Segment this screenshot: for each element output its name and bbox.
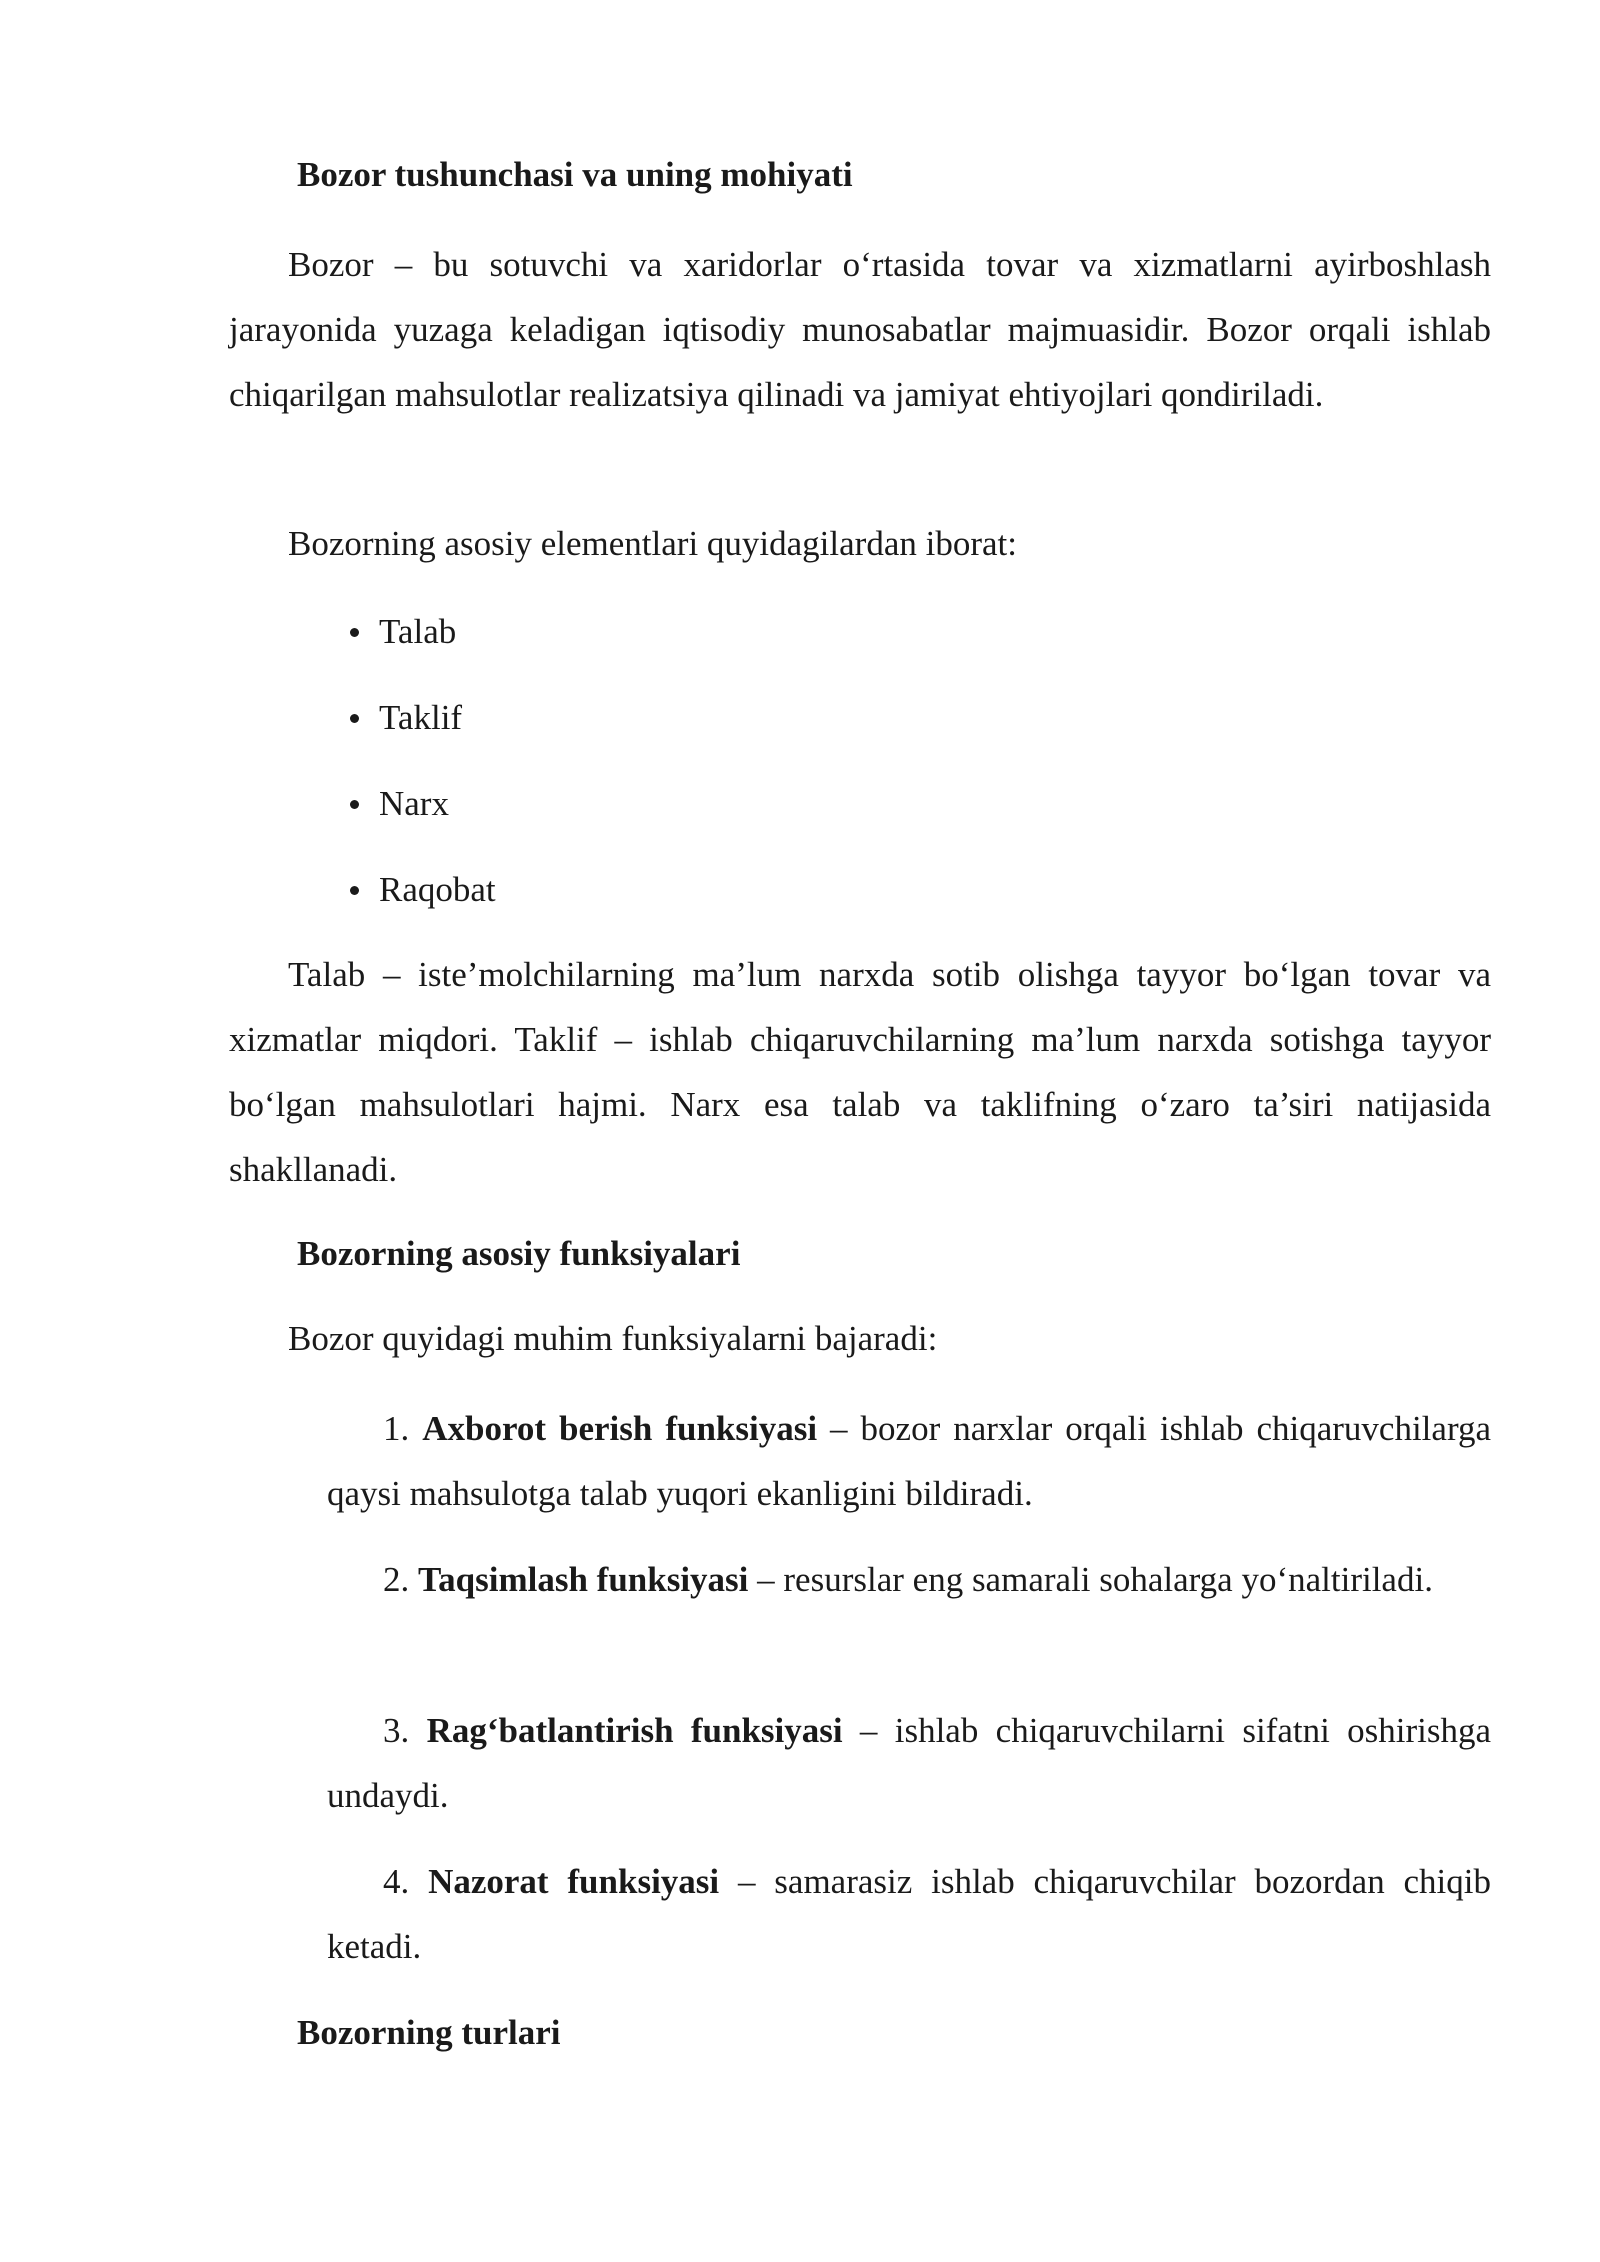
list-item xyxy=(379,864,496,916)
bullet-icon xyxy=(350,886,359,895)
market-definition-paragraph: Bozor – bu sotuvchi va xaridorlar o‘rtasida tovar va xizmatlarni ayirboshlash jarayonida yuzaga keladigan iqtisodiy munosabatlar majmuasidir. Bozor orqali ishlab chiqarilgan mahsulotlar realizatsiya qilinadi va jamiyat ehtiyojlari qondiriladi. xyxy=(229,245,1491,414)
bullet-icon xyxy=(350,714,359,723)
function-description: – bozor narxlar orqali ishlab chiqaruvchilarga qaysi mahsulotga talab yuqori ekanligini bildiradi. xyxy=(327,1409,1492,1513)
list-item xyxy=(379,778,449,830)
list-item-label: Narx xyxy=(379,784,449,823)
numbered-item xyxy=(327,1849,1491,1979)
function-description: – ishlab chiqaruvchilarni sifatni oshirishga undaydi. xyxy=(327,1711,1492,1815)
bullet-icon xyxy=(350,628,359,637)
demand-supply-paragraph: Talab – iste’molchilarning ma’lum narxda sotib olishga tayyor bo‘lgan tovar va xizmatlar miqdori. Taklif – ishlab chiqaruvchilarning ma’lum narxda sotishga tayyor bo‘lgan mahsulotlari hajmi. Narx esa talab va taklifning o‘zaro ta’siri natijasida shakllanadi. xyxy=(229,955,1491,1189)
list-item-label: Taklif xyxy=(379,698,463,737)
item-number: 1. xyxy=(383,1409,410,1448)
function-term: Rag‘batlantirish funksiyasi xyxy=(426,1711,843,1750)
item-number: 2. xyxy=(383,1560,410,1599)
list-item xyxy=(379,692,462,744)
section-heading-market-functions: Bozorning asosiy funksiyalari xyxy=(297,1234,741,1273)
elements-intro-paragraph: Bozorning asosiy elementlari quyidagilardan iborat: xyxy=(288,524,1017,563)
function-term: Taqsimlash funksiyasi xyxy=(418,1560,749,1599)
function-description: – resurslar eng samarali sohalarga yo‘naltiriladi. xyxy=(748,1560,1433,1599)
list-item-label: Raqobat xyxy=(379,870,496,909)
bullet-icon xyxy=(350,800,359,809)
numbered-item xyxy=(327,1698,1491,1828)
list-item-label: Talab xyxy=(379,612,457,651)
functions-intro-paragraph: Bozor quyidagi muhim funksiyalarni bajaradi: xyxy=(288,1319,938,1358)
item-number: 3. xyxy=(383,1711,410,1750)
function-description: – samarasiz ishlab chiqaruvchilar bozordan chiqib ketadi. xyxy=(327,1862,1492,1966)
numbered-item xyxy=(327,1547,1491,1612)
numbered-item xyxy=(327,1396,1491,1526)
function-term: Axborot berish funksiyasi xyxy=(422,1409,818,1448)
section-heading-market-concept: Bozor tushunchasi va uning mohiyati xyxy=(297,155,853,194)
function-term: Nazorat funksiyasi xyxy=(428,1862,720,1901)
section-heading-market-types: Bozorning turlari xyxy=(297,2013,561,2052)
item-number: 4. xyxy=(383,1862,410,1901)
list-item xyxy=(379,606,456,658)
